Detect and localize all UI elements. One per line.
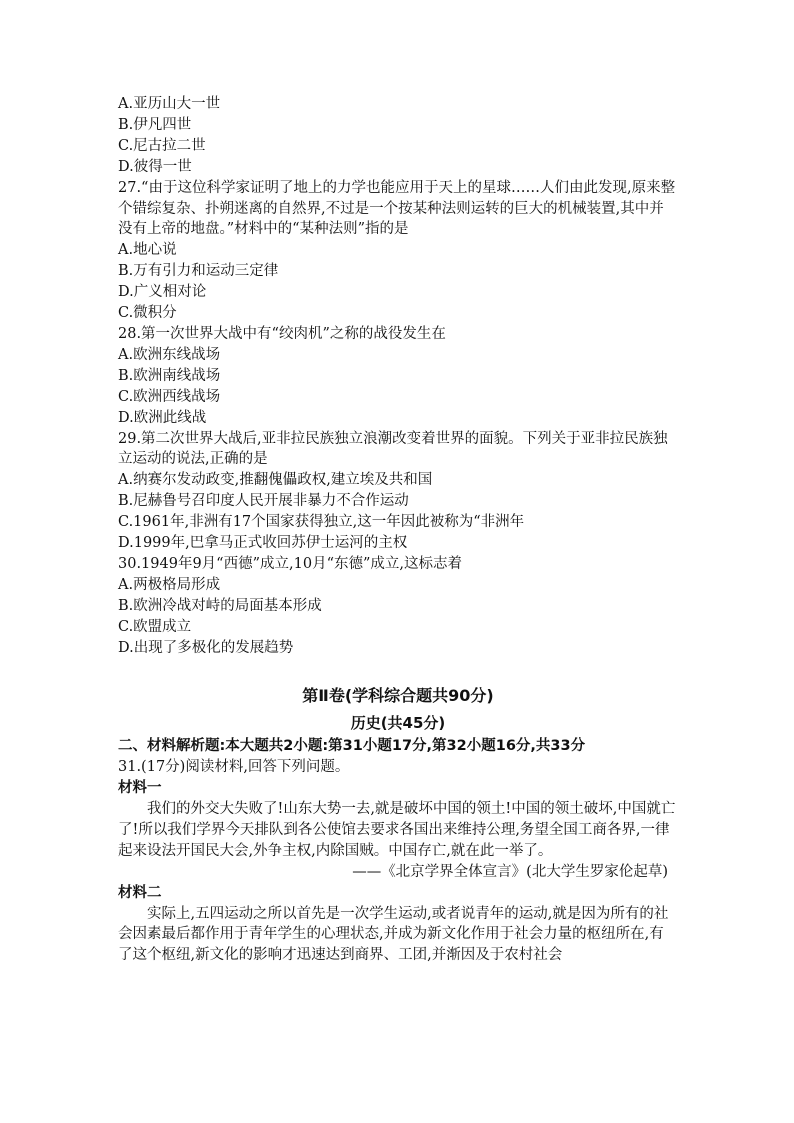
question-29: [118, 429, 678, 554]
option-b: B.伊凡四世: [118, 116, 192, 133]
material-1-citation: ——《北京学界全体宣言》(北大学生罗家伦起草): [352, 863, 668, 880]
option-d: D.1999年,巴拿马正式收回苏伊士运河的主权: [118, 535, 408, 552]
option-c: C.欧洲西线战场: [118, 388, 221, 405]
option-a: A.纳赛尔发动政变,推翻傀儡政权,建立埃及共和国: [118, 472, 433, 489]
material-1-text: 我们的外交大失败了!山东大势一去,就是破坏中国的领土!中国的领土破坏,中国就亡了!所以我们学界今天排队到各公使馆去要求各国出来维持公理,务望全国工商各界,一律起来设法开国民大会,外争主权,内除国贼。中国存亡,就在此一举了。: [118, 801, 676, 859]
option-a: A.两极格局形成: [118, 576, 221, 593]
option-b: B.欧洲冷战对峙的局面基本形成: [118, 597, 322, 614]
question-stem: 31.(17分)阅读材料,回答下列问题。: [118, 759, 350, 776]
material-2-text: 实际上,五四运动之所以首先是一次学生运动,或者说青年的运动,就是因为所有的社会因素最后都作用于青年学生的心理状态,并成为新文化作用于社会力量的枢纽所在,有了这个枢纽,新文化的影响才迅速达到商界、工团,并渐因及于农村社会: [118, 905, 669, 964]
option-a: A.欧洲东线战场: [118, 346, 221, 363]
question-stem: 29.第二次世界大战后,亚非拉民族独立浪潮改变着世界的面貌。下列关于亚非拉民族独立运动的说法,正确的是: [118, 430, 668, 468]
option-d: D.广义相对论: [118, 284, 207, 301]
option-b: B.尼赫鲁号召印度人民开展非暴力不合作运动: [118, 493, 409, 510]
option-a: A.亚历山大一世: [118, 96, 221, 112]
option-d: D.欧洲此线战: [118, 409, 207, 426]
material-1-label: 材料一: [118, 780, 162, 797]
option-d: D.彼得一世: [118, 158, 192, 175]
option-b: B.万有引力和运动三定律: [118, 263, 279, 280]
option-c: C.微积分: [118, 305, 177, 322]
option-c: C.1961年,非洲有17个国家获得独立,这一年因此被称为“非洲年: [118, 514, 525, 531]
question-26-options: [118, 94, 678, 178]
option-c: C.尼古拉二世: [118, 137, 206, 154]
question-30: [118, 554, 678, 659]
section-title: 第Ⅱ卷(学科综合题共90分): [302, 686, 494, 706]
option-b: B.欧洲南线战场: [118, 367, 221, 384]
section-subtitle: 历史(共45分): [350, 714, 446, 733]
question-28: [118, 324, 678, 429]
option-c: C.欧盟成立: [118, 618, 192, 635]
question-stem: 27.“由于这位科学家证明了地上的力学也能应用于天上的星球……人们由此发现,原来整个错综复杂、扑朔迷离的自然界,不过是一个按某种法则运转的巨大的机械装置,其中并没有上帝的地盘。”材料中的“某种法则”指的是: [118, 179, 676, 238]
section-heading: 二、材料解析题:本大题共2小题:第31小题17分,第32小题16分,共33分: [118, 738, 586, 755]
question-stem: 28.第一次世界大战中有“绞肉机”之称的战役发生在: [118, 325, 446, 342]
material-2-label: 材料二: [118, 884, 162, 901]
question-stem: 30.1949年9月“西德”成立,10月“东德”成立,这标志着: [118, 555, 463, 572]
question-27: [118, 178, 678, 324]
exam-page: [118, 94, 678, 966]
question-31: [118, 757, 678, 966]
option-d: D.出现了多极化的发展趋势: [118, 639, 294, 656]
option-a: A.地心说: [118, 242, 177, 259]
